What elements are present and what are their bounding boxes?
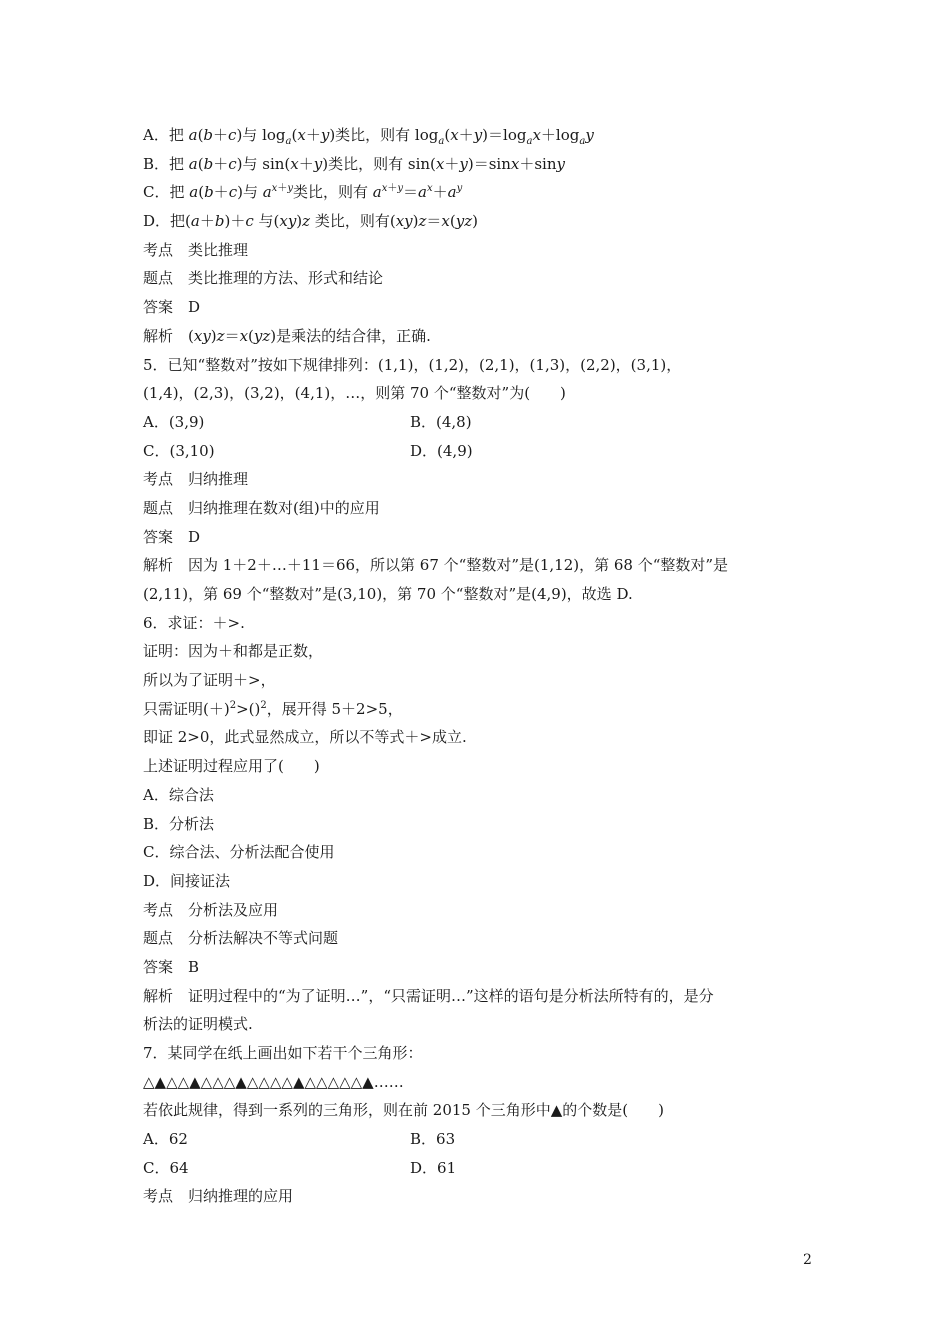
text-line: 上述证明过程应用了( ) (143, 757, 320, 776)
text-line: 题点 归纳推理在数对(组)中的应用 (143, 498, 380, 517)
option-left: A．(3,9) (143, 412, 205, 431)
text-line: D．间接证法 (143, 871, 231, 890)
option-right: B．63 (410, 1130, 456, 1149)
text-line: (2,11)，第 69 个“整数对”是(3,10)，第 70 个“整数对”是(4,9)，故选 D. (143, 585, 633, 603)
text-line: 题点 分析法解决不等式问题 (143, 929, 339, 948)
option-row (143, 437, 813, 466)
option-left: C．64 (143, 1158, 189, 1177)
text-line: B．分析法 (143, 814, 215, 833)
text-line: 解析 (xy)z＝x(yz)是乘法的结合律，正确. (143, 326, 431, 345)
text-line: D．把(a＋b)＋c 与(xy)z 类比，则有(xy)z＝x(yz) (143, 212, 478, 231)
text-line: A．把 a(b＋c)与 $\log_a(x+y)$类比，则有 $\log_a(x+y)=\log_ax+\log_ay$ (143, 126, 594, 147)
text-line: 答案 B (143, 957, 200, 976)
text-line: 考点 归纳推理 (143, 470, 249, 489)
text-line: 考点 归纳推理的应用 (143, 1187, 294, 1206)
text-line: 解析 证明过程中的“为了证明…”，“只需证明…”这样的语句是分析法所特有的，是分 (143, 986, 714, 1005)
text-line: 6．求证：＋>. (143, 613, 245, 632)
option-row (143, 1154, 813, 1183)
text-line: C．把 a(b＋c)与 $a^{x+y}$类比，则有 $a^{x+y}=a^x+a^y$ (143, 183, 463, 202)
text-line: 5．已知“整数对”按如下规律排列：(1,1)，(1,2)，(2,1)，(1,3)，(2,2)，(3,1)， (143, 355, 682, 374)
text-line: 7．某同学在纸上画出如下若干个三角形： (143, 1044, 423, 1062)
text-line: C．综合法、分析法配合使用 (143, 843, 335, 862)
text-line: 答案 D (143, 298, 201, 317)
text-line: 若依此规律，得到一系列的三角形，则在前 2015 个三角形中▲的个数是( ) (143, 1101, 664, 1120)
document-body (143, 121, 813, 1211)
text-line: 所以为了证明＋>， (143, 671, 276, 690)
text-line: 考点 类比推理 (143, 240, 249, 259)
text-line: A．综合法 (143, 785, 214, 804)
page-number: 2 (803, 1252, 812, 1268)
option-right: D．(4,9) (410, 441, 473, 460)
option-left: C．(3,10) (143, 441, 215, 460)
text-line: △▲△△▲△△△▲△△△△▲△△△△△▲…… (143, 1072, 404, 1091)
option-row (143, 408, 813, 437)
option-right: B．(4,8) (410, 412, 472, 431)
text-line: 考点 分析法及应用 (143, 900, 279, 919)
text-line: 析法的证明模式. (143, 1015, 253, 1034)
text-line: 只需证明$(+)^2>()^2$，展开得 5＋2>5， (143, 699, 403, 718)
option-right: D．61 (410, 1158, 457, 1177)
option-row (143, 1125, 813, 1154)
text-line: 答案 D (143, 527, 201, 546)
text-line: 解析 因为 1＋2＋…＋11＝66，所以第 67 个“整数对”是(1,12)，第 68 个“整数对”是 (143, 556, 729, 575)
text-line: 即证 2>0，此式显然成立，所以不等式＋>成立. (143, 728, 467, 747)
text-line: B．把 a(b＋c)与 sin(x＋y)类比，则有 sin(x＋y)＝sinx＋siny (143, 154, 565, 173)
text-line: 题点 类比推理的方法、形式和结论 (143, 269, 384, 288)
text-line: (1,4)，(2,3)，(3,2)，(4,1)，…，则第 70 个“整数对”为( ) (143, 384, 566, 403)
option-left: A．62 (143, 1130, 188, 1149)
text-line: 证明：因为＋和都是正数， (143, 642, 324, 661)
